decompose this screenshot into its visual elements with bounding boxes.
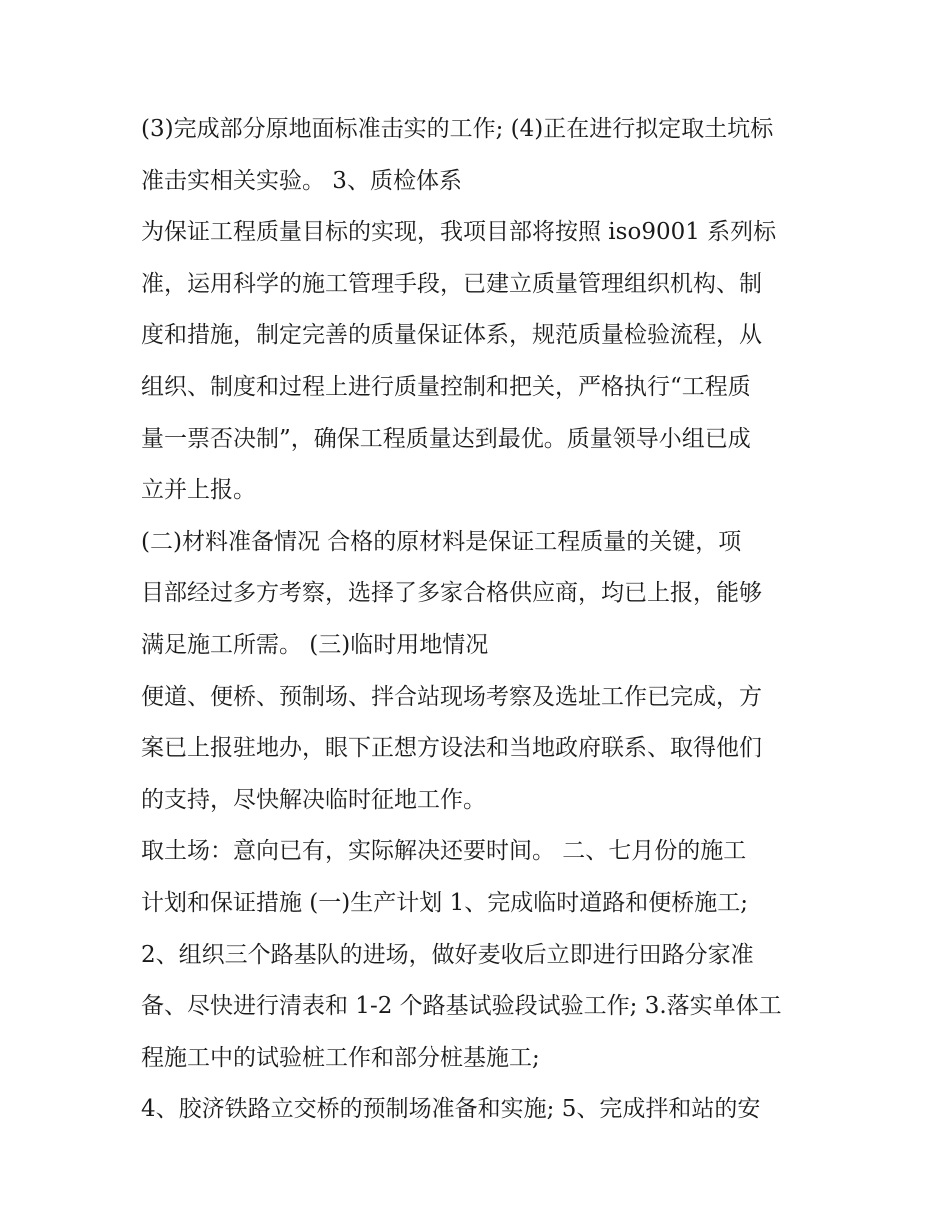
text-line: 为保证工程质量目标的实现，我项目部将按照 iso9001 系列标 [141, 219, 777, 246]
text-line: 2、组织三个路基队的进场，做好麦收后立即进行田路分家准 [141, 941, 754, 968]
text-line: 程施工中的试验桩工作和部分桩基施工; [141, 1044, 540, 1071]
text-line: 量一票否决制”，确保工程质量达到最优。质量领导小组已成 [141, 425, 751, 452]
text-line: 组织、制度和过程上进行质量控制和把关，严格执行“工程质 [141, 373, 751, 400]
text-line: 满足施工所需。 (三)临时用地情况 [141, 631, 489, 658]
text-line: 立并上报。 [141, 477, 256, 504]
text-line: (3)完成部分原地面标准击实的工作; (4)正在进行拟定取土坑标 [141, 116, 774, 142]
text-line: 便道、便桥、预制场、拌合站现场考察及选址工作已完成，方 [141, 683, 762, 710]
document-body [141, 104, 821, 1136]
text-line: 案已上报驻地办，眼下正想方设法和当地政府联系、取得他们 [141, 735, 762, 762]
text-line: 度和措施，制定完善的质量保证体系，规范质量检验流程，从 [141, 322, 762, 349]
text-line: 4、胶济铁路立交桥的预制场准备和实施; 5、完成拌和站的安 [141, 1096, 761, 1123]
text-line: (二)材料准备情况 合格的原材料是保证工程质量的关键，项 [141, 528, 742, 555]
text-line: 的支持，尽快解决临时征地工作。 [141, 786, 486, 813]
text-line: 准，运用科学的施工管理手段，已建立质量管理组织机构、制 [141, 270, 762, 297]
text-line: 计划和保证措施 (一)生产计划 1、完成临时道路和便桥施工; [141, 889, 748, 916]
text-line: 取土场：意向已有，实际解决还要时间。 二、七月份的施工 [141, 838, 747, 865]
text-line: 备、尽快进行清表和 1-2 个路基试验段试验工作; 3.落实单体工 [141, 993, 782, 1020]
text-line: 目部经过多方考察，选择了多家合格供应商，均已上报，能够 [141, 580, 762, 607]
text-line: 准击实相关实验。 3、质检体系 [141, 167, 462, 194]
